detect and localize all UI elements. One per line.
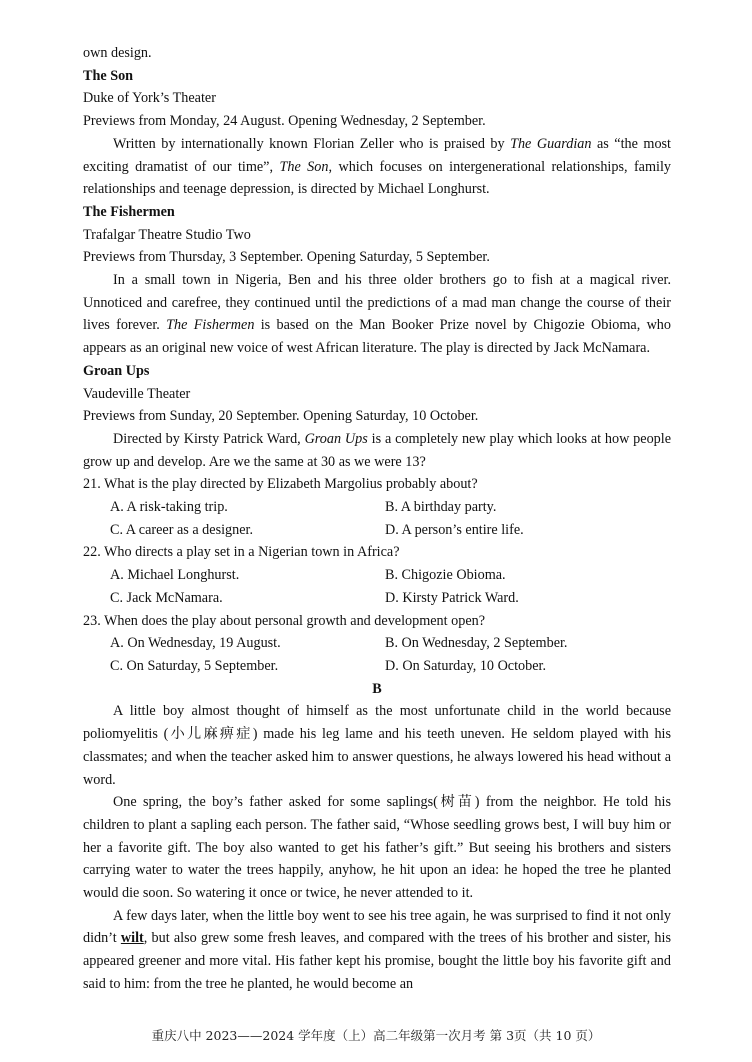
option-a: A. Michael Longhurst.: [110, 567, 240, 584]
option-c: C. A career as a designer.: [110, 521, 254, 538]
play-description: Directed by Kirsty Patrick Ward, Groan Ups is a completely new play which looks at how people grow up and develop. Are we the same at 30 as we were 13?: [83, 430, 671, 470]
option-d: D. On Saturday, 10 October.: [385, 657, 547, 674]
play-description: Written by internationally known Florian Zeller who is praised by The Guardian as “the most exciting dramatist of our time”, The Son, which focuses on intergenerational relationships, family relationships and teenage depression, is directed by Michael Longhurst.: [83, 135, 671, 198]
question-options: [83, 496, 671, 519]
question-options: [83, 519, 671, 542]
question-options: [83, 564, 671, 587]
play-description: In a small town in Nigeria, Ben and his three older brothers go to fish at a magical river. Unnoticed and carefree, they continued until the predictions of a mad man change the course of their lives forever. The Fishermen is based on the Man Booker Prize novel by Chigozie Obioma, who appears as an original new voice of west African literature. The play is directed by Jack McNamara.: [83, 272, 671, 357]
option-c: C. Jack McNamara.: [110, 589, 223, 606]
play-dates: Previews from Thursday, 3 September. Opening Saturday, 5 September.: [83, 249, 490, 266]
question-options: [83, 632, 671, 655]
passage-paragraph: A little boy almost thought of himself as the most unfortunate child in the world because poliomyelitis (小儿麻痹症) made his leg lame and his teeth uneven. He seldom played with his classmates; and when the teacher asked him to answer questions, he always lowered his head without a word.: [83, 703, 671, 788]
option-a: A. On Wednesday, 19 August.: [110, 635, 281, 652]
play-title: Groan Ups: [83, 362, 150, 379]
passage-paragraph: One spring, the boy’s father asked for some saplings(树苗) from the neighbor. He told his children to plant a sapling each person. The father said, “Whose seedling grows best, I will buy him or her a favorite gift. The boy also wanted to get his father’s gift.” But seeing his brothers and sisters carrying water to water the trees happily, anyhow, he hit upon an idea: he hoped the tree he planted would die soon. So watering it once or twice, he never attended to it.: [83, 794, 671, 902]
question-options: [83, 587, 671, 610]
option-d: D. A person’s entire life.: [385, 521, 524, 538]
passage-paragraph: A few days later, when the little boy went to see his tree again, he was surprised to find it not only didn’t wilt, but also grew some fresh leaves, and compared with the trees of his brother and sister, his appeared greener and more vital. His father kept his promise, bought the little boy his favorite gift and said to him: from the tree he planted, he would become an: [83, 907, 671, 992]
option-c: C. On Saturday, 5 September.: [110, 657, 279, 674]
play-venue: Duke of York’s Theater: [83, 90, 216, 107]
exam-page: [83, 42, 671, 996]
play-dates: Previews from Sunday, 20 September. Opening Saturday, 10 October.: [83, 408, 479, 425]
option-a: A. A risk-taking trip.: [110, 499, 228, 516]
page-footer: 重庆八中 2023——2024 学年度（上）高二年级第一次月考 第 3页（共 10 页）: [151, 1028, 601, 1043]
continuation-text: own design.: [83, 45, 152, 61]
play-title: The Son: [83, 67, 134, 84]
question-options: [83, 655, 671, 678]
play-title: The Fishermen: [83, 203, 175, 220]
question-stem: 21. What is the play directed by Elizabeth Margolius probably about?: [83, 476, 478, 493]
option-b: B. Chigozie Obioma.: [385, 567, 506, 584]
play-dates: Previews from Monday, 24 August. Opening Wednesday, 2 September.: [83, 113, 486, 130]
play-venue: Trafalgar Theatre Studio Two: [83, 226, 251, 243]
question-stem: 23. When does the play about personal growth and development open?: [83, 612, 486, 629]
option-b: B. On Wednesday, 2 September.: [385, 635, 568, 652]
option-d: D. Kirsty Patrick Ward.: [385, 589, 519, 606]
question-stem: 22. Who directs a play set in a Nigerian town in Africa?: [83, 544, 400, 561]
option-b: B. A birthday party.: [385, 499, 497, 516]
underlined-word: wilt: [120, 930, 144, 947]
play-venue: Vaudeville Theater: [83, 385, 191, 402]
section-heading: B: [372, 680, 382, 697]
